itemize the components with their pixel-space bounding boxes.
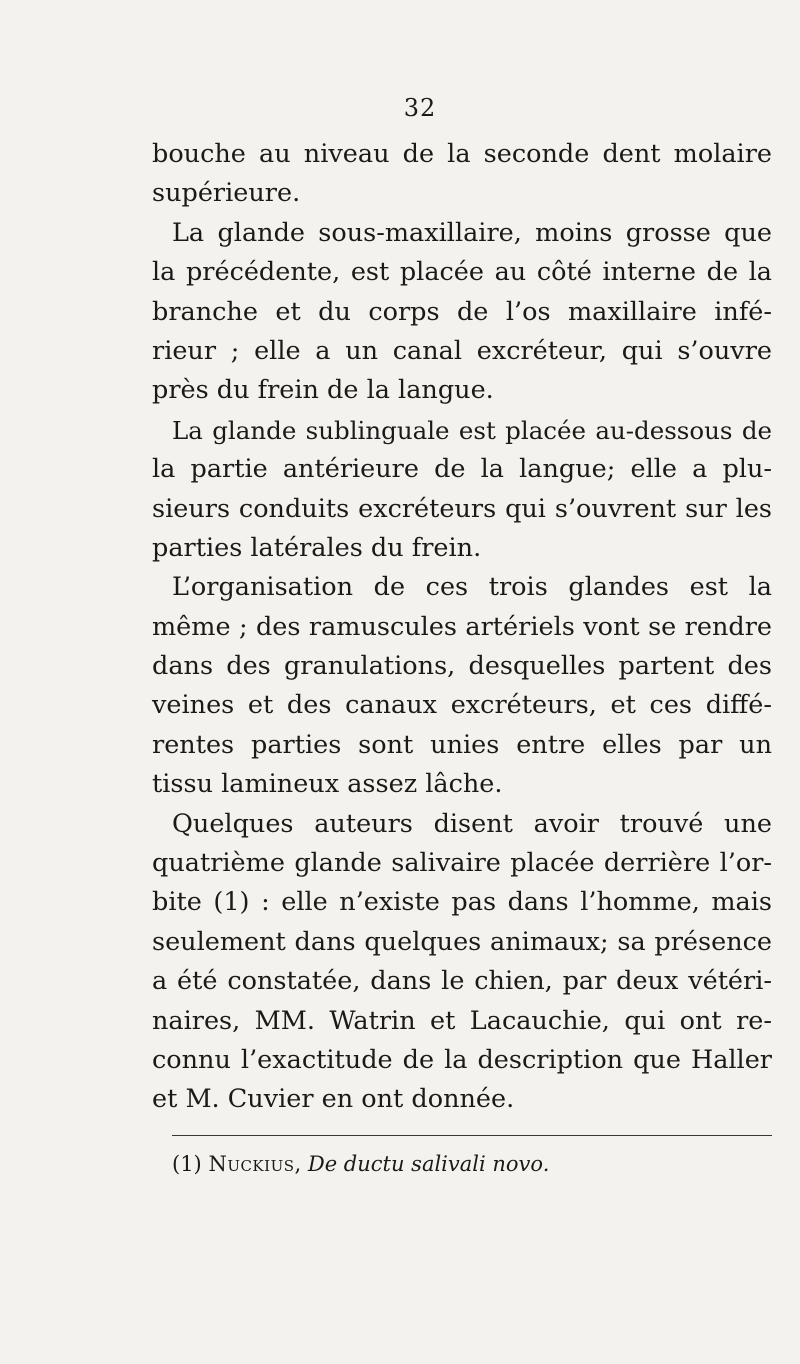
text-line: supérieure. <box>152 178 301 209</box>
text-line: La glande sublinguale est placée au-dessous de <box>172 415 772 445</box>
text-line: bouche au niveau de la seconde dent molaire <box>152 139 772 169</box>
text-line: rieur ; elle a un canal excréteur, qui s’ouvre <box>152 335 772 366</box>
footnote-marker: (1) <box>172 1152 202 1176</box>
text-line: la partie antérieure de la langue; elle a plu- <box>152 454 772 485</box>
footnote-separator: , <box>294 1152 302 1176</box>
text-line: connu l’exactitude de la description que Haller <box>152 1044 772 1075</box>
text-line: bite (1) : elle n’existe pas dans l’homme, mais <box>152 887 772 918</box>
text-line: sieurs conduits excréteurs qui s’ouvrent sur les <box>152 493 772 524</box>
text-line: naires, MM. Watrin et Lacauchie, qui ont re- <box>152 1005 772 1036</box>
text-line: veines et des canaux excréteurs, et ces diffé- <box>152 690 772 721</box>
text-line: quatrième glande salivaire placée derrière l’or- <box>152 848 772 879</box>
text-line: la précédente, est placée au côté interne de la <box>152 257 772 288</box>
text-line: et M. Cuvier en ont donnée. <box>152 1084 515 1115</box>
body-text <box>152 135 772 1120</box>
text-line: tissu lamineux assez lâche. <box>152 769 503 800</box>
page-number: 32 <box>403 94 437 122</box>
footnote-title: De ductu salivali novo. <box>307 1152 550 1176</box>
text-line: a été constatée, dans le chien, par deux vétéri- <box>152 966 772 997</box>
text-line: rentes parties sont unies entre elles par un <box>152 729 772 760</box>
text-line: Quelques auteurs disent avoir trouvé une <box>172 808 772 839</box>
text-line: branche et du corps de l’os maxillaire infé- <box>152 296 772 327</box>
footnote <box>172 1152 549 1176</box>
text-line: dans des granulations, desquelles partent des <box>152 651 772 682</box>
text-line: parties latérales du frein. <box>152 532 482 563</box>
text-line: seulement dans quelques animaux; sa présence <box>152 926 772 957</box>
text-line: La glande sous-maxillaire, moins grosse que <box>172 217 772 248</box>
text-line: L’organisation de ces trois glandes est la <box>172 572 772 603</box>
text-line: près du frein de la langue. <box>152 375 494 406</box>
text-line: même ; des ramuscules artériels vont se rendre <box>152 611 772 642</box>
footnote-divider <box>172 1135 772 1136</box>
footnote-author: Nuckius <box>208 1152 295 1176</box>
